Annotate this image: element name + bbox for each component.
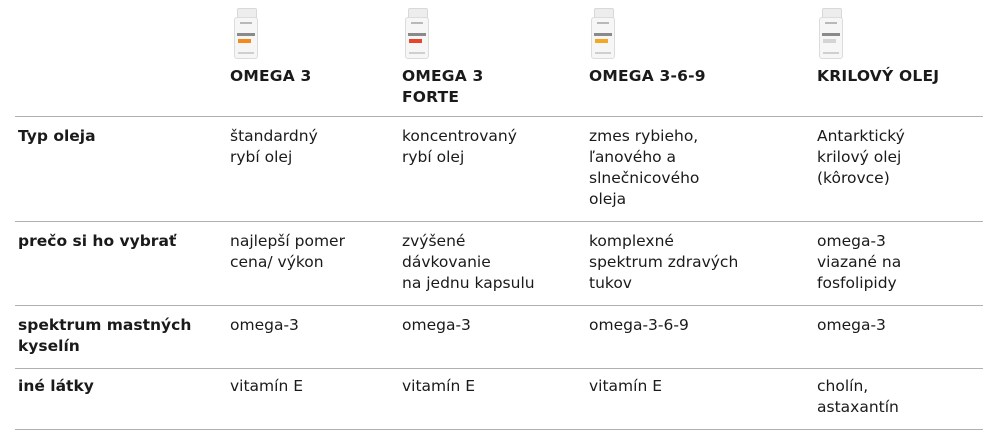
table-header: [0, 0, 1000, 116]
table-cell: štandardný rybí olej: [230, 127, 318, 166]
table-cell: omega-3 viazané na fosfolipidy: [817, 232, 902, 292]
table-cell: omega-3: [402, 316, 471, 334]
row-divider: [15, 429, 983, 430]
table-cell: vitamín E: [230, 377, 304, 395]
product-name: OMEGA 3-6-9: [589, 67, 706, 85]
product-jar-image: [591, 8, 615, 58]
table-cell: omega-3-6-9: [589, 316, 689, 334]
product-jar-image: [405, 8, 429, 58]
table-row-preco-si-ho-vybrat: [0, 222, 1000, 305]
product-jar-image: [234, 8, 258, 58]
table-cell: vitamín E: [402, 377, 476, 395]
row-header: iné látky: [18, 377, 94, 395]
table-cell: komplexné spektrum zdravých tukov: [589, 232, 739, 292]
table-cell: najlepší pomer cena/ výkon: [230, 232, 345, 271]
product-jar-image: [819, 8, 843, 58]
table-cell: zvýšené dávkovanie na jednu kapsulu: [402, 232, 535, 292]
table-cell: koncentrovaný rybí olej: [402, 127, 517, 166]
table-cell: omega-3: [817, 316, 886, 334]
table-row-spektrum-mastnych-kyselin: [0, 306, 1000, 368]
row-header: prečo si ho vybrať: [18, 232, 177, 250]
product-name: KRILOVÝ OLEJ: [817, 67, 940, 85]
table-row-typ-oleja: [0, 117, 1000, 221]
table-cell: zmes rybieho, ľanového a slnečnicového oleja: [589, 127, 700, 208]
table-row-ine-latky: [0, 369, 1000, 429]
table-cell: Antarktický krilový olej (kôrovce): [817, 127, 905, 187]
product-name: OMEGA 3 FORTE: [402, 67, 484, 106]
table-cell: vitamín E: [589, 377, 663, 395]
product-name: OMEGA 3: [230, 67, 312, 85]
table-cell: omega-3: [230, 316, 299, 334]
row-header: spektrum mastných kyselín: [18, 316, 192, 355]
row-header: Typ oleja: [18, 127, 96, 145]
table-cell: cholín, astaxantín: [817, 377, 899, 416]
